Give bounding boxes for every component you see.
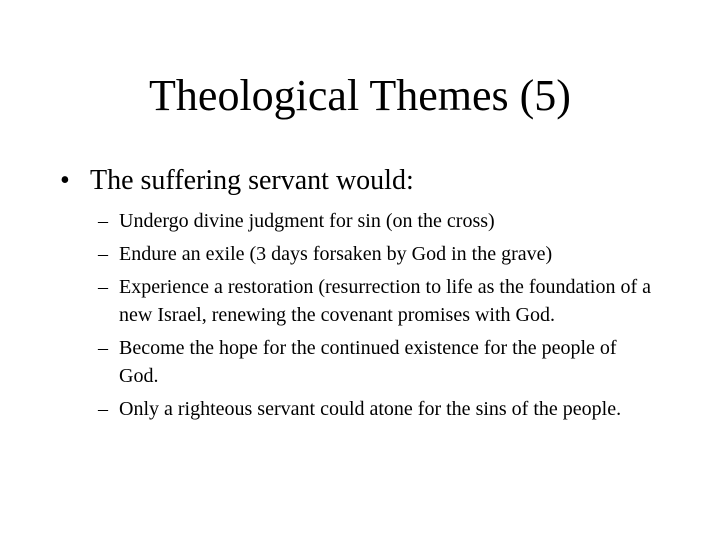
sub-bullet-item: [60, 240, 660, 268]
sub-bullet-marker: –: [98, 398, 108, 420]
sub-bullet-item: [60, 207, 660, 235]
sub-bullet-marker: –: [98, 210, 108, 232]
sub-bullet-marker: –: [98, 337, 108, 359]
bullet-text: The suffering servant would:: [90, 165, 414, 196]
sub-bullet-text: Become the hope for the continued existence for the people of God.: [119, 337, 617, 387]
sub-bullet-item: [60, 395, 660, 423]
sub-bullet-text: Experience a restoration (resurrection to life as the foundation of a new Israel, renewing the covenant promises with God.: [119, 276, 652, 326]
sub-bullet-marker: –: [98, 276, 108, 298]
sub-bullet-text: Only a righteous servant could atone for the sins of the people.: [119, 398, 622, 420]
sub-bullet-marker: –: [98, 243, 108, 265]
sub-bullet-item: [60, 273, 660, 329]
sub-bullet-list: [60, 207, 660, 423]
slide-body: [60, 163, 660, 428]
sub-bullet-item: [60, 334, 660, 390]
sub-bullet-text: Undergo divine judgment for sin (on the cross): [119, 210, 495, 232]
sub-bullet-text: Endure an exile (3 days forsaken by God in the grave): [119, 243, 553, 265]
slide-title: Theological Themes (5): [149, 71, 571, 120]
bullet-item: [60, 163, 660, 199]
bullet-marker: •: [60, 165, 70, 196]
